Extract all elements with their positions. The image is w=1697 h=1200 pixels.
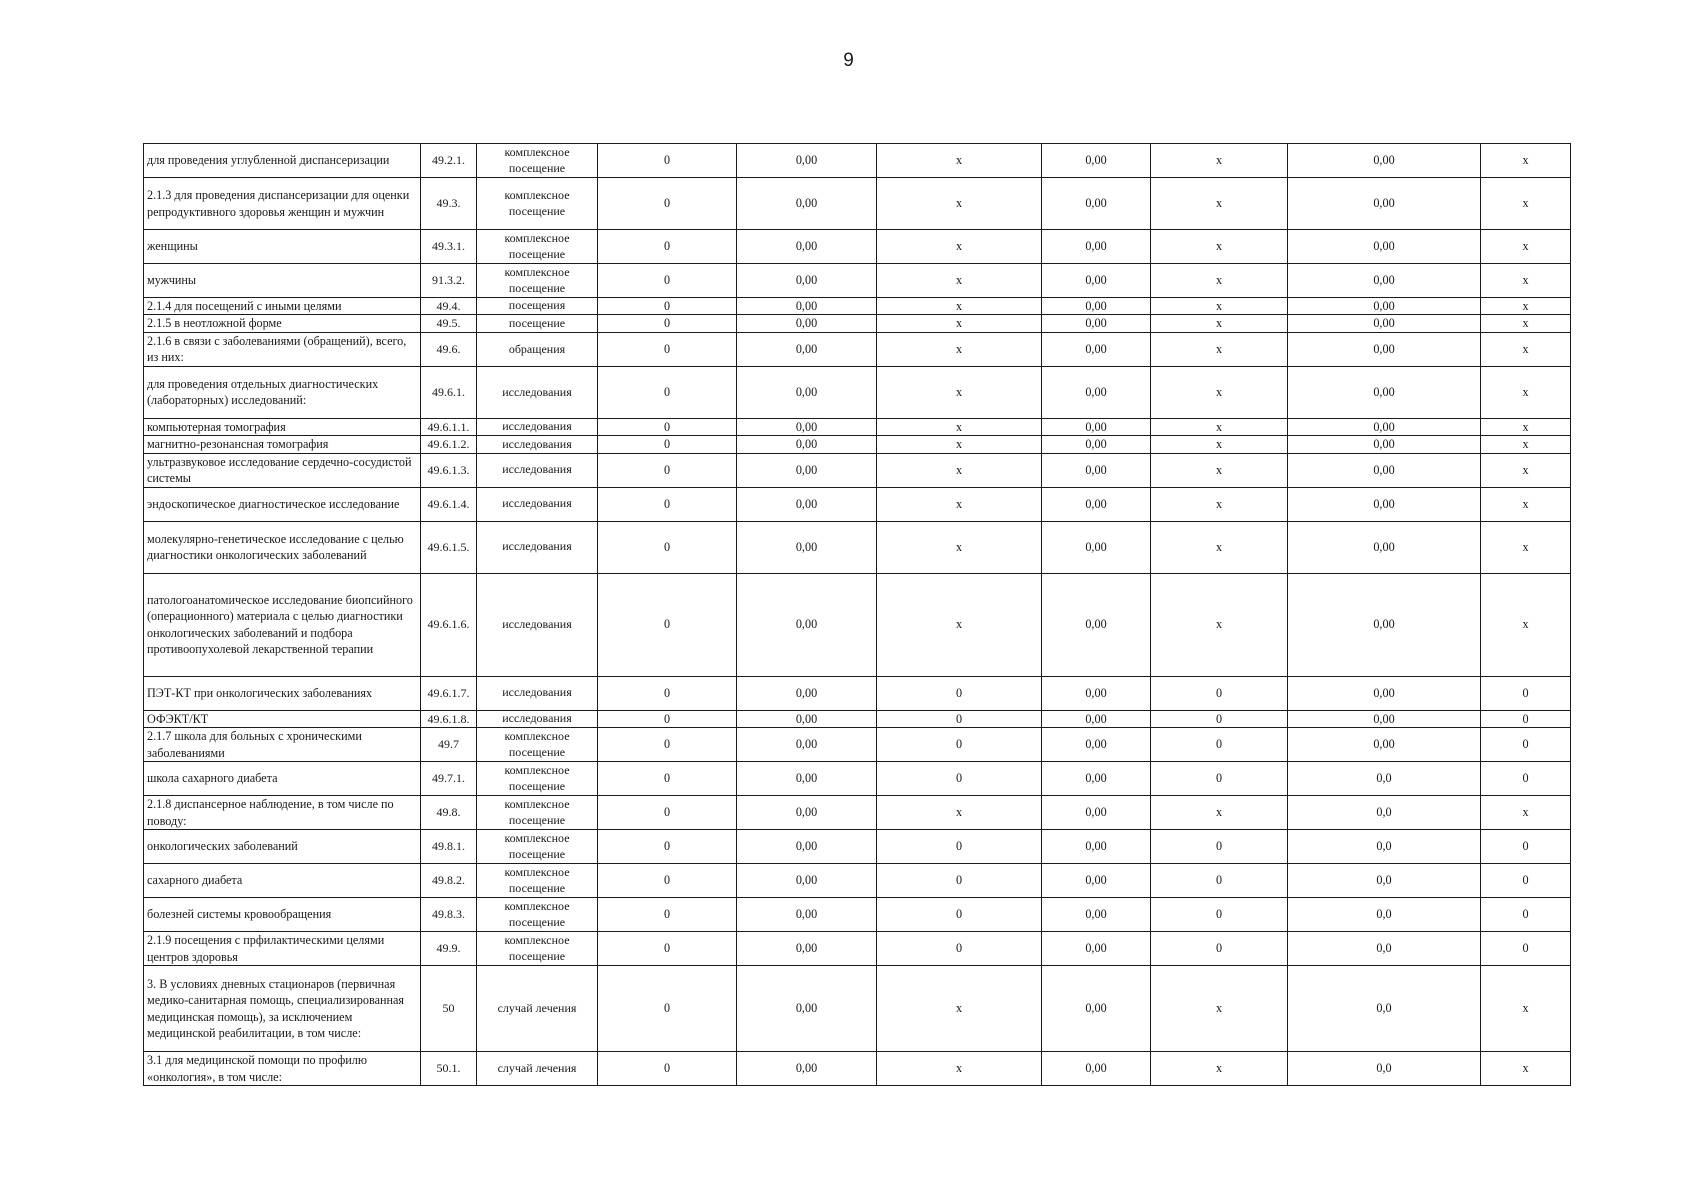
row-name-cell: 2.1.8 диспансерное наблюдение, в том числе по поводу: — [144, 796, 421, 830]
value-cell: 0,00 — [1288, 676, 1481, 710]
table-row — [144, 487, 1571, 521]
row-name-cell: компьютерная томография — [144, 418, 421, 435]
row-code-cell: 49.6. — [421, 332, 477, 366]
row-name-cell: патологоанатомическое исследование биопсийного (операционного) материала с целью диагностики онкологических заболеваний и подбора противоопухолевой лекарственной терапии — [144, 573, 421, 676]
row-unit-cell: исследования — [477, 676, 598, 710]
row-name-cell: женщины — [144, 230, 421, 264]
value-cell: 0,00 — [737, 728, 877, 762]
value-cell: x — [1481, 230, 1571, 264]
value-cell: x — [1481, 487, 1571, 521]
row-unit-cell: комплексное посещение — [477, 230, 598, 264]
value-cell: x — [1151, 573, 1288, 676]
row-code-cell: 49.9. — [421, 932, 477, 966]
row-code-cell: 49.7.1. — [421, 762, 477, 796]
value-cell: x — [877, 453, 1042, 487]
row-name-cell: для проведения углубленной диспансеризации — [144, 144, 421, 178]
value-cell: 0,00 — [1042, 230, 1151, 264]
value-cell: 0 — [877, 932, 1042, 966]
value-cell: 0,00 — [1288, 144, 1481, 178]
value-cell: 0,00 — [1042, 366, 1151, 418]
value-cell: 0 — [598, 298, 737, 315]
value-cell: 0,0 — [1288, 796, 1481, 830]
value-cell: 0 — [1151, 676, 1288, 710]
value-cell: 0,00 — [1042, 728, 1151, 762]
value-cell: x — [877, 521, 1042, 573]
value-cell: 0,00 — [1042, 898, 1151, 932]
value-cell: x — [1151, 178, 1288, 230]
value-cell: 0 — [1481, 762, 1571, 796]
value-cell: 0,00 — [737, 366, 877, 418]
value-cell: 0 — [1151, 728, 1288, 762]
value-cell: x — [1151, 453, 1288, 487]
value-cell: 0 — [598, 710, 737, 727]
value-cell: x — [1481, 436, 1571, 453]
value-cell: 0 — [877, 830, 1042, 864]
value-cell: 0 — [598, 762, 737, 796]
value-cell: 0,00 — [1042, 676, 1151, 710]
row-name-cell: 2.1.9 посещения с прфилактическими целями центров здоровья — [144, 932, 421, 966]
table-row — [144, 728, 1571, 762]
value-cell: 0 — [598, 264, 737, 298]
value-cell: x — [1481, 366, 1571, 418]
value-cell: 0 — [1151, 710, 1288, 727]
value-cell: 0,0 — [1288, 762, 1481, 796]
value-cell: 0,00 — [737, 144, 877, 178]
value-cell: 0 — [1481, 676, 1571, 710]
value-cell: 0 — [598, 332, 737, 366]
row-code-cell: 49.6.1.8. — [421, 710, 477, 727]
value-cell: 0,00 — [737, 573, 877, 676]
value-cell: x — [1481, 178, 1571, 230]
value-cell: x — [1151, 796, 1288, 830]
value-cell: 0 — [598, 864, 737, 898]
value-cell: 0,0 — [1288, 966, 1481, 1052]
row-name-cell: мужчины — [144, 264, 421, 298]
value-cell: 0,00 — [1042, 264, 1151, 298]
value-cell: x — [877, 298, 1042, 315]
value-cell: x — [1151, 521, 1288, 573]
value-cell: 0 — [1481, 898, 1571, 932]
value-cell: 0,00 — [737, 487, 877, 521]
row-unit-cell: комплексное посещение — [477, 830, 598, 864]
row-name-cell: онкологических заболеваний — [144, 830, 421, 864]
value-cell: 0,00 — [1288, 728, 1481, 762]
value-cell: x — [877, 264, 1042, 298]
value-cell: 0 — [1151, 762, 1288, 796]
row-unit-cell: посещение — [477, 315, 598, 332]
value-cell: 0,00 — [737, 796, 877, 830]
value-cell: 0 — [598, 966, 737, 1052]
row-name-cell: 2.1.4 для посещений с иными целями — [144, 298, 421, 315]
value-cell: x — [877, 178, 1042, 230]
table-row — [144, 1052, 1571, 1086]
value-cell: 0,00 — [1288, 521, 1481, 573]
value-cell: x — [877, 366, 1042, 418]
value-cell: 0,00 — [1042, 453, 1151, 487]
value-cell: x — [1151, 966, 1288, 1052]
row-code-cell: 49.4. — [421, 298, 477, 315]
value-cell: 0,0 — [1288, 932, 1481, 966]
value-cell: 0,00 — [1042, 932, 1151, 966]
value-cell: 0 — [598, 436, 737, 453]
row-name-cell: 2.1.5 в неотложной форме — [144, 315, 421, 332]
row-unit-cell: исследования — [477, 487, 598, 521]
value-cell: 0 — [1151, 898, 1288, 932]
row-code-cell: 49.7 — [421, 728, 477, 762]
value-cell: x — [877, 436, 1042, 453]
value-cell: 0,00 — [1288, 298, 1481, 315]
row-unit-cell: случай лечения — [477, 1052, 598, 1086]
table-row — [144, 796, 1571, 830]
table-row — [144, 864, 1571, 898]
row-code-cell: 49.8.1. — [421, 830, 477, 864]
value-cell: 0,00 — [737, 676, 877, 710]
value-cell: 0,0 — [1288, 898, 1481, 932]
value-cell: 0,00 — [1042, 487, 1151, 521]
value-cell: 0,00 — [737, 178, 877, 230]
value-cell: 0,0 — [1288, 864, 1481, 898]
value-cell: x — [1481, 418, 1571, 435]
value-cell: x — [1481, 1052, 1571, 1086]
value-cell: 0 — [598, 315, 737, 332]
value-cell: 0 — [598, 144, 737, 178]
value-cell: x — [1151, 1052, 1288, 1086]
value-cell: 0,00 — [737, 453, 877, 487]
value-cell: 0,00 — [737, 1052, 877, 1086]
row-unit-cell: комплексное посещение — [477, 864, 598, 898]
row-name-cell: 3. В условиях дневных стационаров (первичная медико-санитарная помощь, специализированная медицинская помощь), за исключением медицинской реабилитации, в том числе: — [144, 966, 421, 1052]
value-cell: x — [1481, 264, 1571, 298]
page-number: 9 — [843, 50, 854, 71]
value-cell: 0 — [1481, 864, 1571, 898]
table-row — [144, 178, 1571, 230]
value-cell: 0,00 — [1042, 178, 1151, 230]
value-cell: 0 — [1151, 830, 1288, 864]
value-cell: 0,00 — [1288, 366, 1481, 418]
value-cell: 0,00 — [1288, 264, 1481, 298]
row-code-cell: 49.8. — [421, 796, 477, 830]
value-cell: x — [877, 796, 1042, 830]
row-name-cell: эндоскопическое диагностическое исследование — [144, 487, 421, 521]
value-cell: x — [1481, 796, 1571, 830]
table-row — [144, 298, 1571, 315]
value-cell: 0,00 — [1042, 521, 1151, 573]
table-row — [144, 436, 1571, 453]
value-cell: 0 — [598, 898, 737, 932]
value-cell: x — [877, 332, 1042, 366]
value-cell: 0,00 — [737, 298, 877, 315]
row-name-cell: молекулярно-генетическое исследование с целью диагностики онкологических заболеваний — [144, 521, 421, 573]
value-cell: 0,00 — [1288, 436, 1481, 453]
value-cell: 0,00 — [737, 932, 877, 966]
value-cell: 0 — [598, 230, 737, 264]
value-cell: 0 — [598, 932, 737, 966]
row-code-cell: 49.6.1.6. — [421, 573, 477, 676]
value-cell: x — [1481, 332, 1571, 366]
value-cell: 0,00 — [1288, 418, 1481, 435]
value-cell: x — [877, 230, 1042, 264]
table-row — [144, 932, 1571, 966]
value-cell: 0,00 — [1042, 762, 1151, 796]
value-cell: 0,00 — [737, 762, 877, 796]
value-cell: 0,00 — [1042, 1052, 1151, 1086]
row-unit-cell: случай лечения — [477, 966, 598, 1052]
value-cell: x — [1481, 966, 1571, 1052]
value-cell: 0,0 — [1288, 1052, 1481, 1086]
value-cell: 0,00 — [737, 230, 877, 264]
row-name-cell: 2.1.6 в связи с заболеваниями (обращений), всего, из них: — [144, 332, 421, 366]
value-cell: 0 — [598, 453, 737, 487]
value-cell: x — [1151, 298, 1288, 315]
row-name-cell: ОФЭКТ/КТ — [144, 710, 421, 727]
row-unit-cell: комплексное посещение — [477, 796, 598, 830]
value-cell: 0,00 — [737, 898, 877, 932]
value-cell: 0,00 — [1042, 966, 1151, 1052]
row-code-cell: 91.3.2. — [421, 264, 477, 298]
row-unit-cell: посещения — [477, 298, 598, 315]
table-row — [144, 264, 1571, 298]
row-code-cell: 49.8.3. — [421, 898, 477, 932]
row-name-cell: 2.1.3 для проведения диспансеризации для оценки репродуктивного здоровья женщин и мужчин — [144, 178, 421, 230]
row-code-cell: 49.6.1.4. — [421, 487, 477, 521]
value-cell: 0 — [598, 796, 737, 830]
value-cell: 0 — [598, 728, 737, 762]
table-body — [144, 144, 1571, 1086]
row-unit-cell: исследования — [477, 366, 598, 418]
table-row — [144, 332, 1571, 366]
value-cell: x — [877, 144, 1042, 178]
table-row — [144, 676, 1571, 710]
value-cell: 0,00 — [737, 332, 877, 366]
value-cell: x — [1481, 315, 1571, 332]
table-row — [144, 366, 1571, 418]
table-row — [144, 521, 1571, 573]
table-row — [144, 315, 1571, 332]
value-cell: 0,00 — [1288, 453, 1481, 487]
row-unit-cell: комплексное посещение — [477, 144, 598, 178]
row-name-cell: 2.1.7 школа для больных с хроническими заболеваниями — [144, 728, 421, 762]
row-unit-cell: комплексное посещение — [477, 178, 598, 230]
value-cell: 0 — [598, 830, 737, 864]
table-row — [144, 144, 1571, 178]
value-cell: x — [877, 1052, 1042, 1086]
value-cell: 0 — [877, 762, 1042, 796]
value-cell: 0,00 — [737, 966, 877, 1052]
table-row — [144, 418, 1571, 435]
row-name-cell: болезней системы кровообращения — [144, 898, 421, 932]
row-unit-cell: комплексное посещение — [477, 264, 598, 298]
table-row — [144, 762, 1571, 796]
row-unit-cell: комплексное посещение — [477, 728, 598, 762]
value-cell: 0 — [598, 178, 737, 230]
row-name-cell: сахарного диабета — [144, 864, 421, 898]
row-unit-cell: исследования — [477, 453, 598, 487]
row-unit-cell: исследования — [477, 521, 598, 573]
value-cell: 0,00 — [1042, 830, 1151, 864]
value-cell: 0 — [877, 864, 1042, 898]
table-row — [144, 710, 1571, 727]
value-cell: 0,00 — [1042, 710, 1151, 727]
value-cell: x — [1151, 366, 1288, 418]
value-cell: x — [877, 315, 1042, 332]
row-code-cell: 49.3.1. — [421, 230, 477, 264]
row-code-cell: 49.8.2. — [421, 864, 477, 898]
value-cell: x — [1151, 230, 1288, 264]
value-cell: 0 — [1151, 932, 1288, 966]
row-code-cell: 50 — [421, 966, 477, 1052]
value-cell: 0 — [598, 366, 737, 418]
value-cell: 0,00 — [737, 710, 877, 727]
row-code-cell: 49.6.1.2. — [421, 436, 477, 453]
row-code-cell: 49.6.1.5. — [421, 521, 477, 573]
value-cell: 0,00 — [1288, 332, 1481, 366]
value-cell: 0,00 — [1042, 298, 1151, 315]
row-code-cell: 49.3. — [421, 178, 477, 230]
row-code-cell: 49.6.1. — [421, 366, 477, 418]
row-code-cell: 50.1. — [421, 1052, 477, 1086]
value-cell: 0,00 — [1288, 230, 1481, 264]
value-cell: 0,00 — [1042, 864, 1151, 898]
value-cell: x — [1481, 298, 1571, 315]
value-cell: 0 — [877, 728, 1042, 762]
row-code-cell: 49.2.1. — [421, 144, 477, 178]
value-cell: 0 — [598, 676, 737, 710]
row-name-cell: для проведения отдельных диагностических (лабораторных) исследований: — [144, 366, 421, 418]
value-cell: 0 — [1481, 710, 1571, 727]
row-unit-cell: комплексное посещение — [477, 762, 598, 796]
row-unit-cell: исследования — [477, 573, 598, 676]
value-cell: x — [1481, 521, 1571, 573]
table-row — [144, 966, 1571, 1052]
value-cell: x — [1151, 315, 1288, 332]
value-cell: x — [1481, 573, 1571, 676]
value-cell: 0 — [1151, 864, 1288, 898]
value-cell: 0 — [1481, 932, 1571, 966]
value-cell: x — [1481, 453, 1571, 487]
row-code-cell: 49.5. — [421, 315, 477, 332]
row-name-cell: ультразвуковое исследование сердечно-сосудистой системы — [144, 453, 421, 487]
value-cell: 0,00 — [1288, 178, 1481, 230]
value-cell: 0 — [598, 487, 737, 521]
value-cell: x — [1151, 418, 1288, 435]
row-unit-cell: исследования — [477, 418, 598, 435]
value-cell: 0,00 — [1042, 418, 1151, 435]
table-row — [144, 898, 1571, 932]
row-name-cell: ПЭТ-КТ при онкологических заболеваниях — [144, 676, 421, 710]
value-cell: x — [1481, 144, 1571, 178]
value-cell: 0,00 — [737, 830, 877, 864]
value-cell: 0 — [877, 898, 1042, 932]
value-cell: 0 — [598, 418, 737, 435]
value-cell: 0,00 — [1042, 796, 1151, 830]
value-cell: 0,00 — [1042, 315, 1151, 332]
value-cell: x — [877, 487, 1042, 521]
value-cell: x — [877, 418, 1042, 435]
value-cell: 0 — [1481, 728, 1571, 762]
value-cell: 0,00 — [737, 418, 877, 435]
row-unit-cell: комплексное посещение — [477, 932, 598, 966]
row-code-cell: 49.6.1.7. — [421, 676, 477, 710]
value-cell: 0 — [1481, 830, 1571, 864]
value-cell: 0 — [598, 521, 737, 573]
value-cell: 0,0 — [1288, 830, 1481, 864]
value-cell: 0 — [598, 1052, 737, 1086]
value-cell: 0,00 — [1042, 332, 1151, 366]
table-row — [144, 230, 1571, 264]
table-row — [144, 573, 1571, 676]
table-row — [144, 453, 1571, 487]
value-cell: x — [1151, 332, 1288, 366]
data-table — [143, 143, 1571, 1086]
value-cell: 0,00 — [1288, 487, 1481, 521]
value-cell: 0,00 — [1042, 573, 1151, 676]
value-cell: 0 — [877, 676, 1042, 710]
row-unit-cell: исследования — [477, 710, 598, 727]
value-cell: x — [1151, 436, 1288, 453]
value-cell: x — [877, 573, 1042, 676]
value-cell: 0,00 — [737, 864, 877, 898]
value-cell: 0,00 — [1288, 315, 1481, 332]
value-cell: 0,00 — [737, 436, 877, 453]
row-name-cell: школа сахарного диабета — [144, 762, 421, 796]
value-cell: x — [1151, 144, 1288, 178]
value-cell: 0 — [877, 710, 1042, 727]
value-cell: 0,00 — [1042, 436, 1151, 453]
value-cell: 0,00 — [737, 264, 877, 298]
value-cell: x — [877, 966, 1042, 1052]
row-name-cell: 3.1 для медицинской помощи по профилю «онкология», в том числе: — [144, 1052, 421, 1086]
value-cell: 0 — [598, 573, 737, 676]
row-unit-cell: обращения — [477, 332, 598, 366]
value-cell: 0,00 — [1042, 144, 1151, 178]
value-cell: 0,00 — [1288, 710, 1481, 727]
row-code-cell: 49.6.1.1. — [421, 418, 477, 435]
value-cell: 0,00 — [737, 521, 877, 573]
value-cell: x — [1151, 264, 1288, 298]
row-code-cell: 49.6.1.3. — [421, 453, 477, 487]
table-row — [144, 830, 1571, 864]
row-name-cell: магнитно-резонансная томография — [144, 436, 421, 453]
value-cell: 0,00 — [737, 315, 877, 332]
value-cell: 0,00 — [1288, 573, 1481, 676]
value-cell: x — [1151, 487, 1288, 521]
row-unit-cell: исследования — [477, 436, 598, 453]
row-unit-cell: комплексное посещение — [477, 898, 598, 932]
